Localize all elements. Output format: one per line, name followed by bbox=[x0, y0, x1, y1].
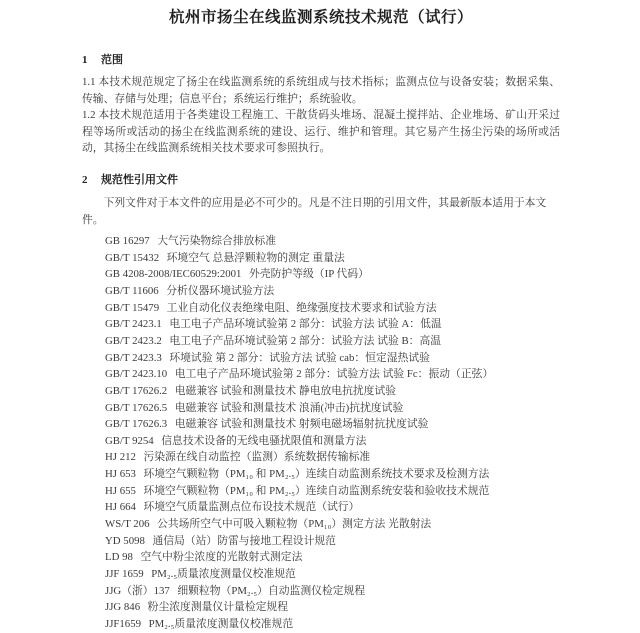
reference-item bbox=[105, 250, 560, 267]
reference-title: 环境空气颗粒物（PM₁₀ 和 PM₂.₅）连续自动监测系统安装和验收技术规范 bbox=[143, 484, 490, 497]
reference-item bbox=[105, 283, 560, 300]
reference-item bbox=[105, 433, 560, 450]
reference-code: LD 98 bbox=[105, 551, 133, 564]
reference-code: HJ 655 bbox=[105, 484, 136, 497]
reference-item bbox=[105, 583, 560, 600]
reference-code: WS/T 206 bbox=[105, 518, 150, 531]
document-content bbox=[82, 6, 560, 633]
reference-title: 环境试验 第 2 部分：试验方法 试验 cab：恒定湿热试验 bbox=[169, 351, 430, 364]
reference-item bbox=[105, 266, 560, 283]
reference-item bbox=[105, 549, 560, 566]
reference-item bbox=[105, 233, 560, 250]
reference-title: 外壳防护等级（IP 代码） bbox=[249, 268, 369, 281]
reference-item bbox=[105, 333, 560, 350]
reference-item bbox=[105, 300, 560, 317]
reference-item bbox=[105, 533, 560, 550]
reference-title: 电工电子产品环境试验第 2 部分：试验方法 试验 A：低温 bbox=[169, 318, 442, 331]
reference-title: 电工电子产品环境试验第 2 部分：试验方法 试验 Fc：振动（正弦） bbox=[174, 368, 494, 381]
reference-code: GB 16297 bbox=[105, 235, 150, 248]
reference-item bbox=[105, 400, 560, 417]
reference-item bbox=[105, 483, 560, 500]
reference-code: GB/T 17626.5 bbox=[105, 401, 168, 414]
reference-title: 电磁兼容 试验和测量技术 浪涌(冲击)抗扰度试验 bbox=[174, 401, 404, 414]
reference-code: YD 5098 bbox=[105, 534, 145, 547]
reference-item bbox=[105, 616, 560, 633]
reference-code: JJF 1659 bbox=[105, 567, 144, 580]
reference-code: GB/T 2423.10 bbox=[105, 368, 168, 381]
reference-title: 污染源在线自动监控（监测）系统数据传输标准 bbox=[143, 451, 371, 464]
reference-item bbox=[105, 599, 560, 616]
reference-code: HJ 664 bbox=[105, 501, 136, 514]
reference-item bbox=[105, 499, 560, 516]
reference-title: PM₂.₅质量浓度测量仪校准规范 bbox=[151, 567, 296, 580]
reference-title: 通信局（站）防雷与接地工程设计规范 bbox=[152, 534, 336, 547]
reference-item bbox=[105, 316, 560, 333]
reference-title: 工业自动化仪表绝缘电阻、绝缘强度技术要求和试验方法 bbox=[166, 301, 437, 314]
reference-code: HJ 653 bbox=[105, 468, 136, 481]
reference-code: GB/T 15479 bbox=[105, 301, 160, 314]
reference-title: 环境空气颗粒物（PM₁₀ 和 PM₂.₅）连续自动监测系统技术要求及检测方法 bbox=[143, 468, 490, 481]
reference-code: JJG（浙）137 bbox=[105, 584, 170, 597]
reference-code: GB/T 2423.3 bbox=[105, 351, 162, 364]
reference-title: 信息技术设备的无线电骚扰限值和测量方法 bbox=[161, 434, 367, 447]
reference-code: GB/T 17626.2 bbox=[105, 384, 168, 397]
reference-title: 粉尘浓度测量仪计量检定规程 bbox=[147, 601, 289, 614]
reference-item bbox=[105, 383, 560, 400]
reference-title: 电磁兼容 试验和测量技术 静电放电抗扰度试验 bbox=[174, 384, 397, 397]
reference-item bbox=[105, 466, 560, 483]
section-1-number: 1 bbox=[82, 54, 88, 66]
reference-item bbox=[105, 366, 560, 383]
reference-code: GB/T 15432 bbox=[105, 251, 160, 264]
section-2-label: 规范性引用文件 bbox=[101, 173, 178, 186]
reference-item bbox=[105, 350, 560, 367]
paragraph-1-2: 1.2 本技术规范适用于各类建设工程施工、干散货码头堆场、混凝土搅拌站、企业堆场、矿山开采过程等场所或活动的扬尘在线监测系统的建设、运行、维护和管理。其它易产生扬尘污染的场所或活动，其扬尘在线监测系统相关技术要求可参照执行。 bbox=[82, 109, 560, 155]
reference-code: GB/T 17626.3 bbox=[105, 418, 168, 431]
page-title: 杭州市扬尘在线监测系统技术规范（试行） bbox=[168, 9, 473, 26]
reference-item bbox=[105, 566, 560, 583]
section-1-body bbox=[82, 74, 560, 157]
paragraph-1-1: 1.1 本技术规范规定了扬尘在线监测系统的系统组成与技术指标；监测点位与设备安装；数据采集、传输、存储与处理；信息平台；系统运行维护；系统验收。 bbox=[82, 76, 560, 105]
section-1-label: 范围 bbox=[101, 54, 123, 66]
reference-item bbox=[105, 516, 560, 533]
section-2-intro: 下列文件对于本文件的应用是必不可少的。凡是不注日期的引用文件，其最新版本适用于本文件。 bbox=[82, 196, 547, 226]
reference-title: 公共场所空气中可吸入颗粒物（PM₁₀）测定方法 光散射法 bbox=[157, 518, 432, 531]
reference-code: GB/T 9254 bbox=[105, 434, 154, 447]
reference-title: 电磁兼容 试验和测量技术 射频电磁场辐射抗扰度试验 bbox=[174, 418, 429, 431]
section-2-heading bbox=[82, 173, 560, 187]
reference-code: GB 4208-2008/IEC60529:2001 bbox=[105, 268, 242, 281]
reference-title: 大气污染物综合排放标准 bbox=[157, 235, 277, 248]
reference-title: 空气中粉尘浓度的光散射式测定法 bbox=[140, 551, 303, 564]
reference-title: 电工电子产品环境试验第 2 部分：试验方法 试验 B：高温 bbox=[169, 335, 442, 347]
reference-code: GB/T 11606 bbox=[105, 285, 159, 298]
reference-title: 环境空气 总悬浮颗粒物的测定 重量法 bbox=[166, 251, 345, 264]
reference-code: GB/T 2423.2 bbox=[105, 335, 162, 347]
reference-code: HJ 212 bbox=[105, 451, 136, 464]
reference-item bbox=[105, 416, 560, 433]
reference-title: 环境空气质量监测点位布设技术规范（试行） bbox=[143, 501, 360, 514]
reference-code: JJF1659 bbox=[105, 617, 142, 630]
section-1-heading bbox=[82, 53, 560, 67]
reference-title: 细颗粒物（PM₂.₅）自动监测仪检定规程 bbox=[177, 584, 366, 597]
section-2-number: 2 bbox=[82, 173, 88, 186]
reference-title: 分析仪器环境试验方法 bbox=[166, 285, 275, 298]
reference-title: PM₂.₅质量浓度测量仪校准规范 bbox=[148, 617, 294, 630]
reference-item bbox=[105, 449, 560, 466]
reference-list bbox=[105, 233, 560, 632]
reference-code: JJG 846 bbox=[105, 601, 141, 614]
reference-code: GB/T 2423.1 bbox=[105, 318, 162, 331]
